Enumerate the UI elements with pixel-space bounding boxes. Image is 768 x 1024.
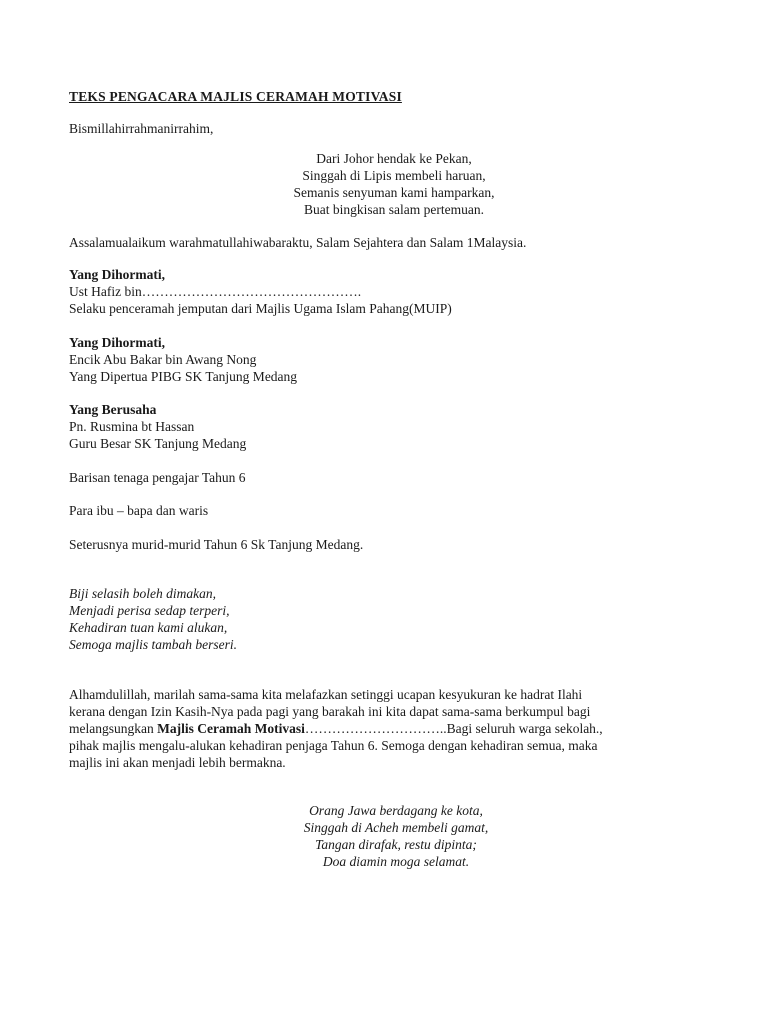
greeting-line: Assalamualaikum warahmatullahiwabaraktu, Salam Sejahtera dan Salam 1Malaysia. (69, 235, 527, 250)
pantun-line: Kehadiran tuan kami alukan, (69, 620, 228, 635)
honoree-name: Pn. Rusmina bt Hassan (69, 419, 195, 434)
pantun-line: Menjadi perisa sedap terperi, (69, 603, 230, 618)
pantun-line: Singgah di Acheh membeli gamat, (303, 820, 489, 835)
paragraph-line: majlis ini akan menjadi lebih bermakna. (69, 755, 286, 770)
pantun-line: Buat bingkisan salam pertemuan. (304, 202, 484, 217)
document-title: TEKS PENGACARA MAJLIS CERAMAH MOTIVASI (69, 89, 402, 104)
audience-students: Seterusnya murid-murid Tahun 6 Sk Tanjung Medang. (69, 537, 364, 552)
paragraph-line (69, 720, 603, 737)
honoree-role: Selaku penceramah jemputan dari Majlis Ugama Islam Pahang(MUIP) (69, 301, 452, 316)
honoree-heading: Yang Dihormati, (69, 267, 166, 282)
honoree-name: Ust Hafiz bin…………………………………………. (69, 284, 362, 299)
honoree-heading: Yang Dihormati, (69, 335, 166, 350)
audience-teachers: Barisan tenaga pengajar Tahun 6 (69, 470, 246, 485)
pantun-line: Dari Johor hendak ke Pekan, (316, 151, 472, 166)
paragraph-line: kerana dengan Izin Kasih-Nya pada pagi yang barakah ini kita dapat sama-sama berkumpul bagi (69, 704, 591, 719)
pantun-line: Biji selasih boleh dimakan, (69, 586, 216, 601)
paragraph-line: Alhamdulillah, marilah sama-sama kita melafazkan setinggi ucapan kesyukuran ke hadrat Ilahi (69, 687, 583, 702)
honoree-role: Guru Besar SK Tanjung Medang (69, 436, 247, 451)
paragraph-line: pihak majlis mengalu-alukan kehadiran penjaga Tahun 6. Semoga dengan kehadiran semua, maka (69, 738, 598, 753)
honoree-name: Encik Abu Bakar bin Awang Nong (69, 352, 257, 367)
paragraph-text: melangsungkan (69, 721, 158, 736)
paragraph-text: …………………………..Bagi seluruh warga sekolah., (304, 721, 603, 736)
opening-line: Bismillahirrahmanirrahim, (69, 121, 214, 136)
pantun-line: Tangan dirafak, restu dipinta; (315, 837, 477, 852)
pantun-line: Semanis senyuman kami hamparkan, (293, 185, 495, 200)
pantun-line: Semoga majlis tambah berseri. (69, 637, 237, 652)
honoree-role: Yang Dipertua PIBG SK Tanjung Medang (69, 369, 298, 384)
event-name: Majlis Ceramah Motivasi (157, 721, 305, 736)
pantun-line: Orang Jawa berdagang ke kota, (309, 803, 483, 818)
pantun-line: Singgah di Lipis membeli haruan, (302, 168, 486, 183)
pantun-line: Doa diamin moga selamat. (322, 854, 470, 869)
audience-parents: Para ibu – bapa dan waris (69, 503, 209, 518)
honoree-heading: Yang Berusaha (69, 402, 157, 417)
